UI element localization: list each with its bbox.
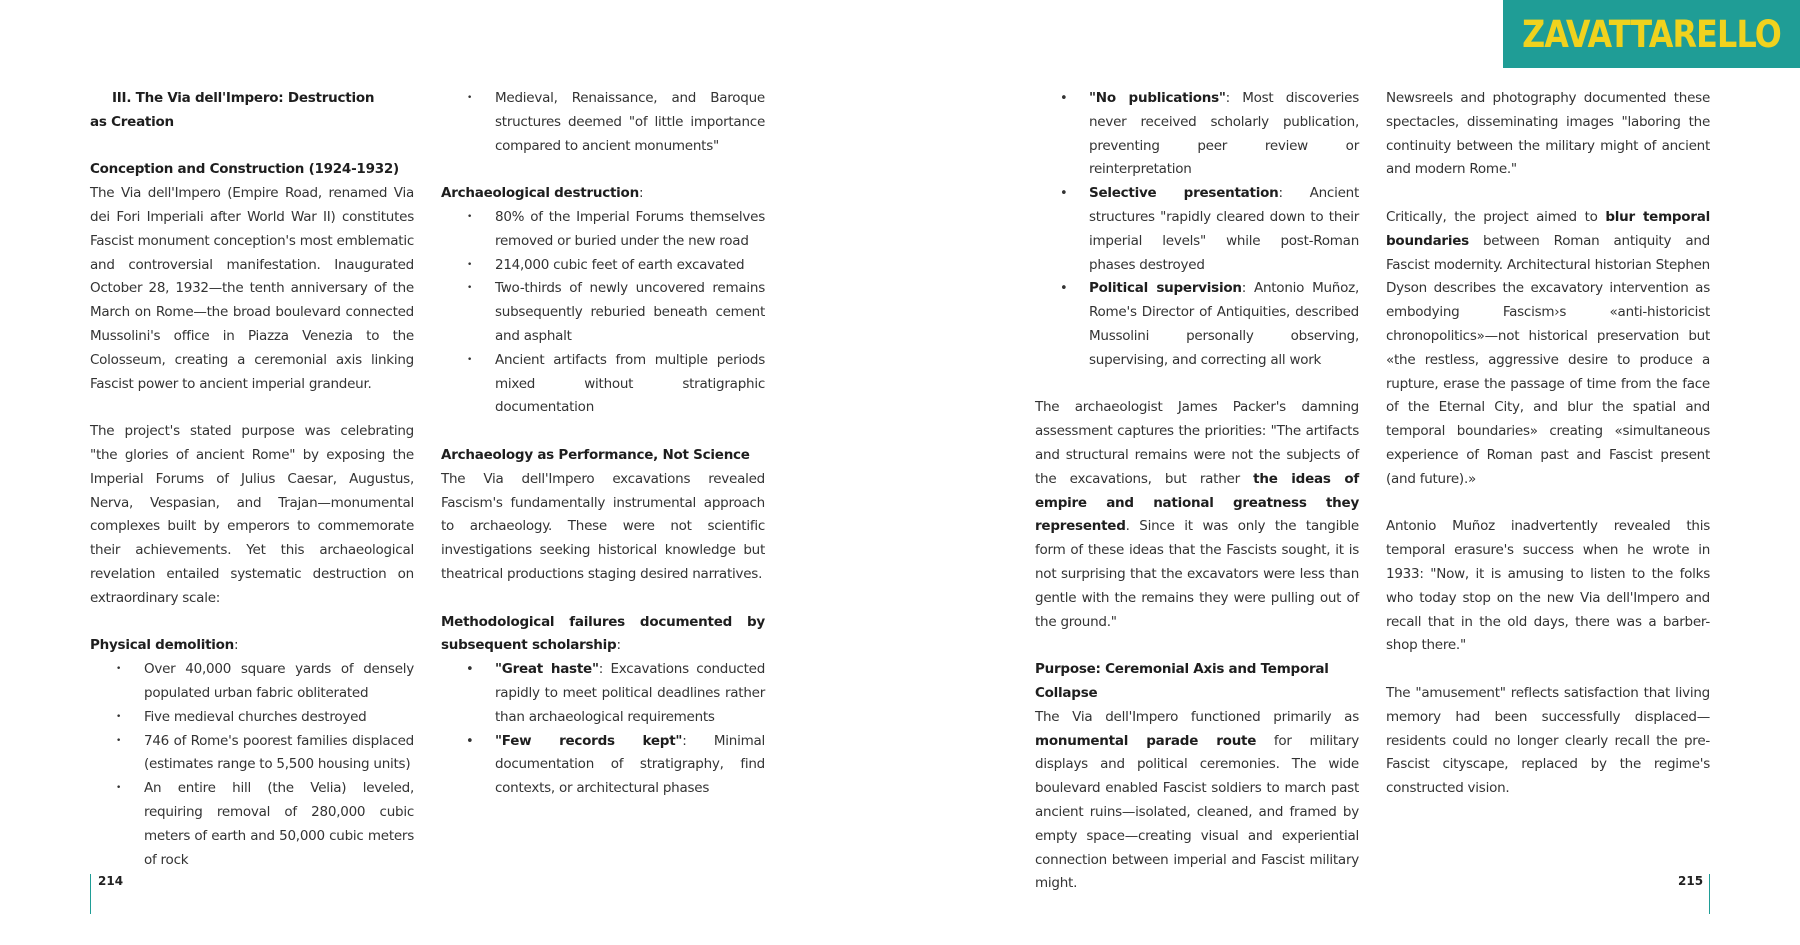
paragraph: The Via dell'Impero (Empire Road, renamed Via dei Fori Imperiali after World War II) constitutes Fascist monument conception's most emblematic and controversial manifestation. Inaugurated October 28, 1932—the tenth anniversary of the March on Rome—the broad boulevard connected Mussolini's office in Piazza Venezia to the Colosseum, creating a ceremonial axis linking Fascist power to ancient imperial grandeur. [90,185,414,392]
right-page-rule [1709,874,1710,914]
subheading-conception: Conception and Construction (1924-1932) [90,161,399,178]
paragraph: Critically, the project aimed to blur temporal boundaries between Roman antiquity and Fascist modernity. Architectural historian Stephen Dyson describes the excavatory intervention as embodying Fascism›s «anti-historicist chronopolitics»—not historical preservation but «the restless, aggressive desire to produce a rupture, erase the passage of time from the face of the Eternal City, and blur the spatial and temporal boundaries» creating «simultaneous experience of Roman past and Fascist present (and future).» [1386,208,1710,487]
list-item: • Two-thirds of newly uncovered remains subsequently reburied beneath cement and asphalt [441,277,765,348]
paragraph: The project's stated purpose was celebrating "the glories of ancient Rome" by exposing the Imperial Forums of Julius Caesar, Augustus, Nerva, Vespasian, and Trajan—monumental complexes built by emperors to commemorate their achievements. Yet this archaeological revelation entailed systematic destruction on extraordinary scale: [90,423,414,606]
paragraph: The Via dell'Impero excavations revealed Fascism's fundamentally instrumental approach to archaeology. These were not scientific investigations seeking historical knowledge but theatrical productions staging desired narratives. [441,470,765,582]
paragraph: Antonio Muñoz inadvertently revealed this temporal erasure's success when he wrote in 1933: "Now, it is amusing to listen to the folks who today stop on the new Via dell'Impero and recall that in the old days, there was a barber-shop there." [1386,518,1710,654]
list-item: • "Great haste": Excavations conducted rapidly to meet political deadlines rather than archaeological requirements [441,658,765,729]
methodological-failures-heading: Methodological failures documented by subsequent scholarship: [441,613,765,654]
paragraph-purpose: The Via dell'Impero functioned primarily as monumental parade route for military displays and political ceremonies. The wide boulevard enabled Fascist soldiers to march past ancient ruins—isolated, cleaned, and framed by empty space—creating visual and experiential connection between imperial and Fascist military might. [1035,708,1359,892]
list-item: • Medieval, Renaissance, and Baroque structures deemed "of little importance compared to ancient monuments" [441,87,765,158]
archaeological-destruction-list [441,206,765,420]
list-item: • Over 40,000 square yards of densely populated urban fabric obliterated [90,658,414,706]
paragraph: Newsreels and photography documented these spectacles, disseminating images "laboring the continuity between the military might of ancient and modern Rome." [1386,90,1710,178]
list-item: • "No publications": Most discoveries never received scholarly publication, preventing peer review or reinterpretation [1035,87,1359,182]
list-item: • 746 of Rome's poorest families displaced (estimates range to 5,500 housing units) [90,730,414,778]
failures-list-continued [1035,87,1359,373]
subheading-purpose: Purpose: Ceremonial Axis and Temporal Collapse [1035,661,1329,701]
left-page-rule [90,874,91,914]
list-item: • Five medieval churches destroyed [90,706,414,730]
methodological-failures-list [441,658,765,801]
paragraph: The "amusement" reflects satisfaction that living memory had been successfully displaced—residents could no longer clearly recall the pre-Fascist cityscape, replaced by the regime's constructed vision. [1386,684,1710,797]
subheading-performance: Archaeology as Performance, Not Science [441,446,750,463]
brand-banner [1503,0,1800,68]
list-item: • Selective presentation: Ancient structures "rapidly cleared down to their imperial levels" while post-Roman phases destroyed [1035,182,1359,277]
list-item: • "Few records kept": Minimal documentation of stratigraphy, find contexts, or architectural phases [441,730,765,801]
section-title-line-2: as Creation [90,113,174,130]
column-3 [1035,87,1359,896]
physical-demolition-heading: Physical demolition: [90,637,239,654]
section-title-line-1: III. The Via dell'Impero: Destruction [112,90,375,106]
brand-name: ZAVATTARELLO [1522,12,1781,56]
paragraph-packer: The archaeologist James Packer's damning assessment captures the priorities: "The artifacts and structural remains were not the subjects of the excavations, but rather the ideas of empire and national greatness they represented. Since it was only the tangible form of these ideas that the Fascists sought, it is not surprising that the excavators were less than gentle with the remains they were pulling out of the ground." [1035,399,1359,630]
archaeological-destruction-heading: Archaeological destruction: [441,185,644,202]
list-item: • 214,000 cubic feet of earth excavated [441,254,765,278]
list-item: • Ancient artifacts from multiple periods mixed without stratigraphic documentation [441,349,765,420]
column-2 [441,87,765,801]
column-1 [90,87,414,872]
list-item: • Political supervision: Antonio Muñoz, Rome's Director of Antiquities, described Mussolini personally observing, supervising, and correcting all work [1035,277,1359,372]
list-item: • 80% of the Imperial Forums themselves removed or buried under the new road [441,206,765,254]
page-number-left: 214 [98,874,124,888]
physical-demolition-list [90,658,414,872]
list-item: • An entire hill (the Velia) leveled, requiring removal of 280,000 cubic meters of earth and 50,000 cubic meters of rock [90,777,414,872]
column-4 [1386,87,1710,801]
page-number-right: 215 [1678,874,1704,888]
continued-list [441,87,765,158]
